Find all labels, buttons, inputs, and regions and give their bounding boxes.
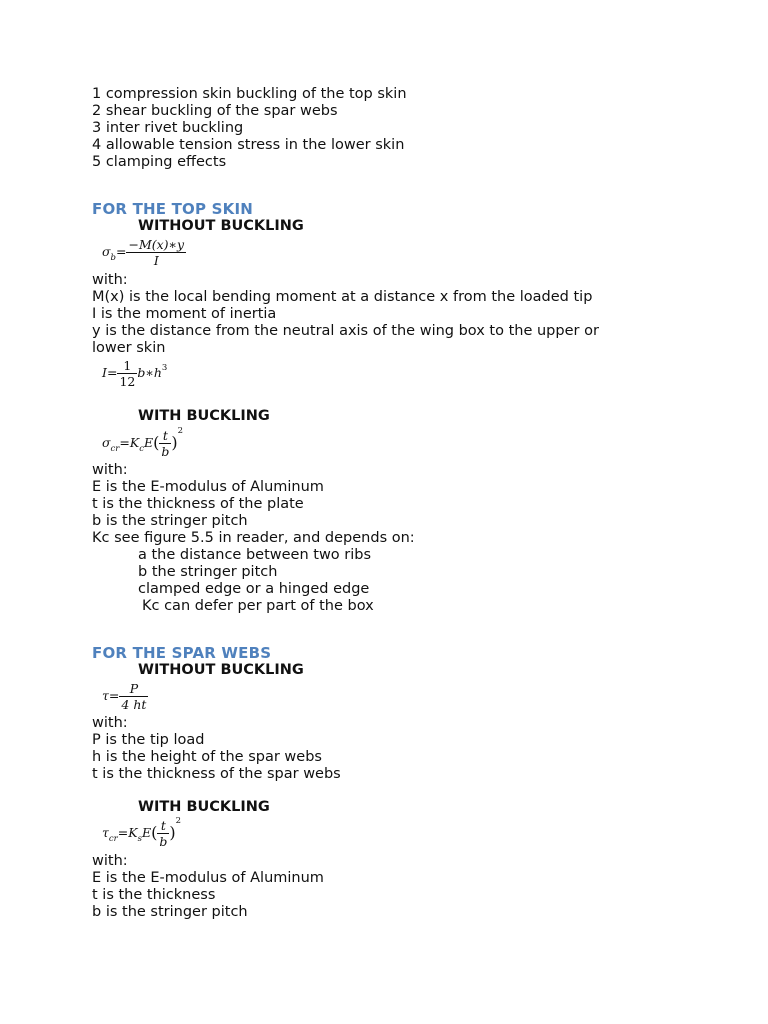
definition-line: lower skin [92, 340, 166, 356]
with-label: with: [92, 853, 128, 869]
equation-critical-shear-stress: $\tau_{cr}=K_sE$( $\frac{t}{b}$ )$^2$ [102, 816, 182, 849]
definition-line: t is the thickness [92, 887, 216, 903]
depends-item: clamped edge or a hinged edge [138, 581, 370, 597]
equation-shear-stress: τ= $\frac{P}{4 ht}$ [102, 681, 147, 712]
with-label: with: [92, 715, 128, 731]
equation-moment-of-inertia: I= $\frac{1}{12}$ $b∗h^3$ [102, 358, 168, 389]
with-label: with: [92, 272, 128, 288]
definition-line: y is the distance from the neutral axis of the wing box to the upper or [92, 323, 599, 339]
equation-bending-stress: $\sigma_b=$ $\frac{-M(x)∗y}{I}$ [102, 237, 185, 268]
with-label: with: [92, 462, 128, 478]
definition-line: h is the height of the spar webs [92, 749, 322, 765]
definition-line: b is the stringer pitch [92, 513, 248, 529]
definition-line: M(x) is the local bending moment at a distance x from the loaded tip [92, 289, 593, 305]
list-item: 1 compression skin buckling of the top skin [92, 86, 407, 102]
subheading-with-buckling: WITH BUCKLING [138, 799, 270, 815]
definition-line: P is the tip load [92, 732, 205, 748]
equation-critical-stress: $\sigma_{cr}=K_cE$( $\frac{t}{b}$ )$^2$ [102, 426, 184, 459]
definition-line: I is the moment of inertia [92, 306, 277, 322]
definition-line: t is the thickness of the spar webs [92, 766, 341, 782]
section-heading-spar-webs: FOR THE SPAR WEBS [92, 644, 272, 662]
list-item: 3 inter rivet buckling [92, 120, 244, 136]
definition-line: t is the thickness of the plate [92, 496, 304, 512]
definition-line: E is the E-modulus of Aluminum [92, 479, 324, 495]
subheading-without-buckling: WITHOUT BUCKLING [138, 218, 304, 234]
list-item: 5 clamping effects [92, 154, 227, 170]
definition-line: Kc see figure 5.5 in reader, and depends on: [92, 530, 415, 546]
kc-note: Kc can defer per part of the box [142, 598, 374, 614]
subheading-without-buckling: WITHOUT BUCKLING [138, 662, 304, 678]
list-item: 4 allowable tension stress in the lower skin [92, 137, 405, 153]
definition-line: E is the E-modulus of Aluminum [92, 870, 324, 886]
section-heading-top-skin: FOR THE TOP SKIN [92, 200, 253, 218]
depends-item: b the stringer pitch [138, 564, 278, 580]
depends-item: a the distance between two ribs [138, 547, 372, 563]
definition-line: b is the stringer pitch [92, 904, 248, 920]
subheading-with-buckling: WITH BUCKLING [138, 408, 270, 424]
list-item: 2 shear buckling of the spar webs [92, 103, 338, 119]
